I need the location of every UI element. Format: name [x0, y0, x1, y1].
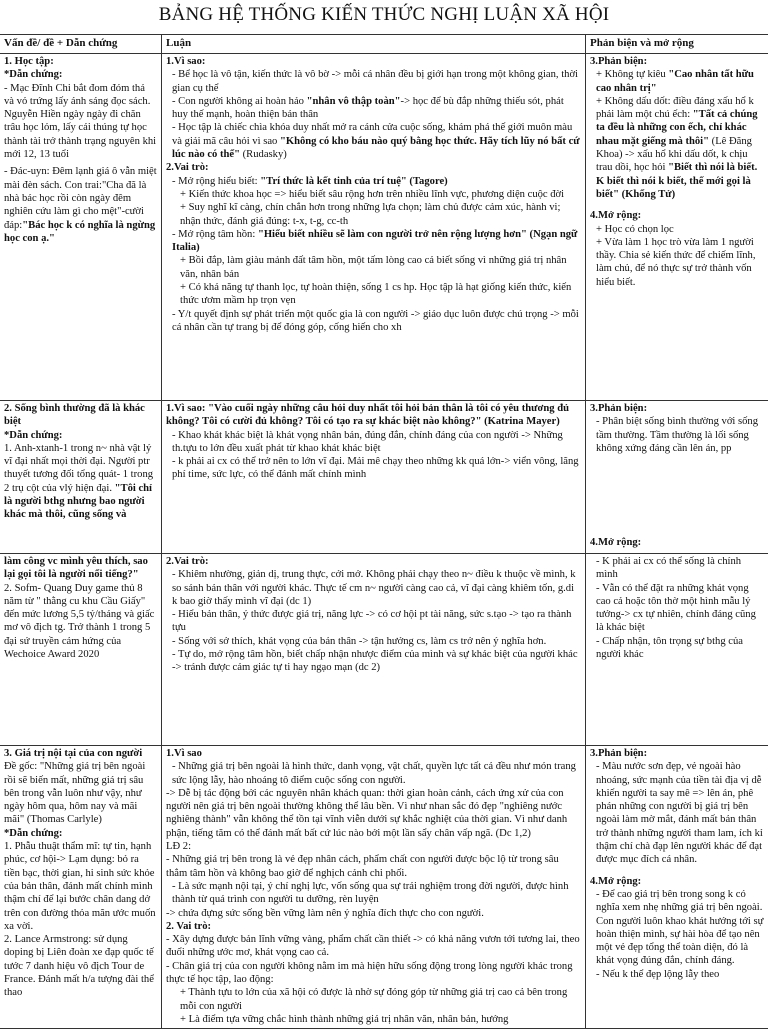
list-item: + Không tự kiêu "Cao nhân tất hữu cao nhân trị"	[590, 68, 765, 95]
list-item: + Suy nghĩ kĩ càng, chín chắn hơn trong những lựa chọn; làm chủ được cảm xúc, hành vi; nhận thức, đánh giá đúng: t-x, t-g, cc-th	[166, 201, 581, 228]
list-item: + Không dấu dốt: điều đáng xấu hổ k phải làm một chú ếch: "Tất cả chúng ta đều là những con ếch, chỉ khác nhau mặt giếng mà thôi" (Lê Đăng Khoa) -> xấu hổ khi dấu dốt, k chịu trau dồi, học hỏi "Biết thì nói là biết. K biết thì nói k biết, thế mới gọi là biết" (Khổng Tử)	[590, 95, 765, 201]
cell-topic	[0, 54, 162, 401]
topic-heading: 2. Sống bình thường đã là khác biệt	[4, 402, 157, 429]
evidence-label: *Dẫn chứng:	[4, 827, 157, 840]
cell-counter	[586, 401, 768, 554]
list-item: - Con người không ai hoàn hảo "nhân vô thập toàn"-> học để bù đắp những thiếu sót, phát huy thế mạnh, hoàn thiện bản thân	[166, 95, 581, 122]
section-heading: 1.Vì sao:	[166, 55, 581, 68]
list-item: - Hiểu bản thân, ý thức được giá trị, năng lực -> có cơ hội pt tài năng, sức s.tạo -> tạo ra thành tựu	[166, 608, 581, 635]
cell-argument	[162, 554, 586, 746]
cell-argument	[162, 746, 586, 1029]
list-item: - K phải ai cx có thể sống là chính mình	[590, 555, 765, 582]
list-item: LĐ 2:	[166, 840, 581, 853]
section-heading: 4.Mở rộng:	[590, 209, 765, 222]
list-item: + Học có chọn lọc	[590, 223, 765, 236]
evidence-text: 2. Sofm- Quang Duy game thủ 8 năm từ " thằng cu khu Cầu Giấy" đến mức lương 5,5 tỷ/tháng và giấc mơ vô địch tg. Trở thành 1 trong 5 đại sứ truyền cảm hứng của Wechoice Award 2020	[4, 582, 157, 662]
evidence-text: - Mạc Đĩnh Chi bắt đom đóm thả và vỏ trứng lấy ánh sáng đọc sách. Nguyễn Hiền ngày ngày đi chăn trâu học lỏm, lấy cái thúng tự học thành tài trở thành trạng nguyên khi mới 12, 13 tuổi	[4, 82, 157, 162]
list-item: - k phải ai cx có thể trở nên to lớn vĩ đại. Mải mê chạy theo những kk quá lớn-> viển vông, lãng phí time, sức lực, có thể đánh mất chính mình	[166, 455, 581, 482]
evidence-label: *Dẫn chứng:	[4, 429, 157, 442]
section-heading: 3.Phản biện:	[590, 747, 765, 760]
table-row	[0, 401, 768, 554]
table-row	[0, 746, 768, 1029]
list-item: - Chấp nhận, tôn trọng sự bthg của người khác	[590, 635, 765, 662]
table-row	[0, 54, 768, 401]
list-item: - Tự do, mở rộng tâm hồn, biết chấp nhận nhược điểm của mình và sự khác biệt của người khác -> tránh được cảm giác tự ti hay ngạo mạn (dc 2)	[166, 648, 581, 675]
list-item: - Học tập là chiếc chìa khóa duy nhất mở ra cánh cửa cuộc sống, khám phá thế giới muôn màu và giải mã câu hỏi vì sao "Không có kho báu nào quý bằng học thức. Hãy tích lũy nó bất cứ lúc nào có thể" (Rudasky)	[166, 121, 581, 161]
header-argument: Luận	[162, 35, 586, 54]
section-heading: 3.Phản biện:	[590, 402, 765, 415]
cell-argument	[162, 54, 586, 401]
section-heading: 4.Mở rộng:	[590, 875, 765, 888]
section-heading: 3.Phản biện:	[590, 55, 765, 68]
section-heading: 2. Vai trò:	[166, 920, 581, 933]
cell-topic	[0, 554, 162, 746]
list-item: - Những giá trị bên ngoài là hình thức, danh vọng, vật chất, quyền lực tất cả đều như món trang sức lộng lẫy, hào nhoáng tô điểm cuộc sống con người.	[166, 760, 581, 787]
list-item: - Khiêm nhường, giản dị, trung thực, cởi mở. Không phải chạy theo n~ điều k thuộc về mình, k so sánh bản thân với người khác. Thực tế cm n~ người càng cao cả, vĩ đại càng khiêm tốn, g.di k bao giờ thấy mình vĩ đại (dc 1)	[166, 568, 581, 608]
list-item: + Có khả năng tự thanh lọc, tự hoàn thiện, sống 1 cs hp. Học tập là hạt giống kiến thức, kiến thức ươm mầm hp trọn vẹn	[166, 281, 581, 308]
list-item: - Những giá trị bên trong là vẻ đẹp nhân cách, phẩm chất con người được bộc lộ từ trong sâu thẳm tâm hồn và không bao giờ để nghịch cảnh chi phối.	[166, 853, 581, 880]
cell-counter	[586, 746, 768, 1029]
evidence-label: *Dẫn chứng:	[4, 68, 157, 81]
list-item: - Khao khát khác biệt là khát vọng nhân bản, đúng đắn, chính đáng của con người -> Những th.tựu to lớn đều xuất phát từ khao khát khác biệt	[166, 429, 581, 456]
list-item: - Xây dựng được bản lĩnh vững vàng, phẩm chất cần thiết -> có khả năng vươn tới tương lai, theo đuổi những ước mơ, khát vọng cao cả.	[166, 933, 581, 960]
list-item: - Là sức mạnh nội tại, ý chí nghị lực, vốn sống qua sự trải nghiệm trong đời người, được hình thành từ quá trình con người tu dưỡng, rèn luyện	[166, 880, 581, 907]
list-item: - Sống với sở thích, khát vọng của bản thân -> tận hưởng cs, làm cs trở nên ý nghĩa hơn.	[166, 635, 581, 648]
header-counter: Phản biện và mở rộng	[586, 35, 768, 54]
table-header-row	[0, 35, 768, 54]
cell-counter	[586, 54, 768, 401]
list-item: - Mở rộng tâm hồn: "Hiểu biết nhiều sẽ làm con người trở nên rộng lượng hơn" (Ngạn ngữ Italia)	[166, 228, 581, 255]
list-item: - Mở rộng hiểu biết: "Trí thức là kết tinh của trí tuệ" (Tagore)	[166, 175, 581, 188]
topic-heading: 1. Học tập:	[4, 55, 157, 68]
evidence-text: Đề gốc: "Những giá trị bên ngoài rồi sẽ biến mất, những giá trị sâu bên trong vẫn luôn như vậy, như ngày hôm qua, hôm nay và mãi mãi" (Thomas Carlyle)	[4, 760, 157, 826]
section-heading: 4.Mở rộng:	[590, 536, 641, 549]
list-item: - Chân giá trị của con người không nằm im mà hiện hữu sống động trong lòng người khác trong thực tế học tập, lao động:	[166, 960, 581, 987]
list-item: + Thành tựu to lớn của xã hội có được là nhờ sự đóng góp từ những giá trị cao cả bên trong mỗi con người	[166, 986, 581, 1013]
list-item: + Là điểm tựa vững chắc hình thành những giá trị nhân văn, nhân bản, hướng	[166, 1013, 581, 1026]
list-item: - Phân biệt sống bình thường với sống tầm thường. Tầm thường là lối sống không xứng đáng cần lên án, pp	[590, 415, 765, 455]
cell-counter	[586, 554, 768, 746]
header-topic: Vấn đề/ đề + Dẫn chứng	[0, 35, 162, 54]
list-item: -> chứa đựng sức sống bền vững làm nên ý nghĩa đích thực cho con người.	[166, 907, 581, 920]
section-heading: 2.Vai trò:	[166, 161, 581, 174]
section-heading: 2.Vai trò:	[166, 555, 581, 568]
evidence-text: - Đác-uyn: Đêm lạnh giá ô vẫn miệt mài đèn sách. Con trai:"Cha đã là nhà bác học rồi còn ngày đêm nghiên cứu làm gì cho mệt"-cười đáp:"Bác học k có nghĩa là ngừng học con ạ."	[4, 165, 157, 245]
section-heading: 1.Vì sao: "Vào cuối ngày những câu hỏi duy nhất tôi hỏi bản thân là tôi có yêu thương đủ không? Tôi có cười đủ không? Tôi có tạo ra sự khác biệt nào không?" (Katrina Mayer)	[166, 402, 581, 429]
list-item: - Màu nước sơn đẹp, vẻ ngoài hào nhoáng, sức mạnh của tiền tài địa vị dễ khiến người ta say mê => lên án, phê phán những con người bị giá trị bên ngoài làm mờ mắt, đánh mất bản thân trở thành những người tham lam, ích kỉ thậm chí chà đạp lên người khác để đạt được mục đích cá nhân.	[590, 760, 765, 866]
page-title: BẢNG HỆ THỐNG KIẾN THỨC NGHỊ LUẬN XÃ HỘI	[0, 4, 768, 26]
cell-topic	[0, 746, 162, 1029]
cell-topic	[0, 401, 162, 554]
evidence-text: làm công vc mình yêu thích, sao lại gọi tôi là người nổi tiếng?"	[4, 555, 157, 582]
knowledge-table	[0, 34, 768, 1029]
list-item: - Y/t quyết định sự phát triển một quốc gia là con người -> giáo dục luôn được chú trọng -> mỗi cá nhân cần tự trang bị để đóng góp, cống hiến cho xh	[166, 308, 581, 335]
table-row	[0, 554, 768, 746]
list-item: - Bể học là vô tận, kiến thức là vô bờ -> mỗi cá nhân đều bị giới hạn trong một không gian, thời gian cụ thể	[166, 68, 581, 95]
list-item: - Nếu k thể đẹp lộng lẫy theo	[590, 968, 765, 981]
list-item: -> Dễ bị tác động bởi các nguyên nhân khách quan: thời gian hoàn cảnh, cách ứng xử của con người nên giá trị bên ngoài thường không thể lâu bền. Vì như nhan sắc đó đẹp "nghiêng nước nghiêng thành" vẫn không thể tồn tại vĩnh viễn dưới sự khắc nghiệt của thời gian. Vì như danh phận, tiếng tăm có thể đánh mất bất cứ lúc nào bởi một lần sẩy chân vấp ngã. (Dc 1,2)	[166, 787, 581, 840]
list-item: - Để cao giá trị bên trong song k có nghĩa xem nhẹ những giá trị bên ngoài. Con người luôn khao khát hướng tới sự hoàn thiện mình, sự hài hòa để tạo nên một vẻ đẹp tổng thể toàn diện, đó là khát vọng đúng đắn, chính đáng.	[590, 888, 765, 968]
list-item: + Kiến thức khoa học => hiểu biết sâu rộng hơn trên nhiều lĩnh vực, phương diện cuộc đời	[166, 188, 581, 201]
evidence-text: 2. Lance Armstrong: sử dụng doping bị Liên đoàn xe đạp quốc tế tước 7 danh hiệu vô địch Tour de France. Đánh mất h/a tượng đài thể thao	[4, 933, 157, 999]
topic-heading: 3. Giá trị nội tại của con người	[4, 747, 157, 760]
cell-argument	[162, 401, 586, 554]
list-item: + Vừa làm 1 học trò vừa làm 1 người thầy. Chia sẻ kiến thức để chiếm lĩnh, làm chủ, để nó thực sự trở thành vốn hiểu biết.	[590, 236, 765, 289]
list-item: + Bồi đắp, làm giàu mảnh đất tâm hồn, một tấm lòng cao cả biết sống vì những giá trị nhân văn, nhân bản	[166, 254, 581, 281]
list-item: - Vẫn có thể đặt ra những khát vọng cao cả hoặc tôn thờ một hình mẫu lý tưởng-> cx tự nhiên, chính đáng cũng là khác biệt	[590, 582, 765, 635]
section-heading: 1.Vì sao	[166, 747, 581, 760]
evidence-text: 1. Phẫu thuật thẩm mĩ: tự tin, hạnh phúc, cơ hội-> Lạm dụng: bỏ ra tiền bạc, thời gian, hi sinh sức khỏe của bản thân, đánh mất chính mình thậm chí để lại bước chân dang dở trên con đường thỏa mãn ước muốn xa vời.	[4, 840, 157, 933]
evidence-text: 1. Anh-xtanh-1 trong n~ nhà vật lý vĩ đại nhất mọi thời đại. Người ptr thuyết tương đối tổng quát- 1 trong 2 trụ cột của vlý hiện đại. "Tôi chỉ là người bthg nhưng bao người khác mà thôi, cũng sống và	[4, 442, 157, 522]
